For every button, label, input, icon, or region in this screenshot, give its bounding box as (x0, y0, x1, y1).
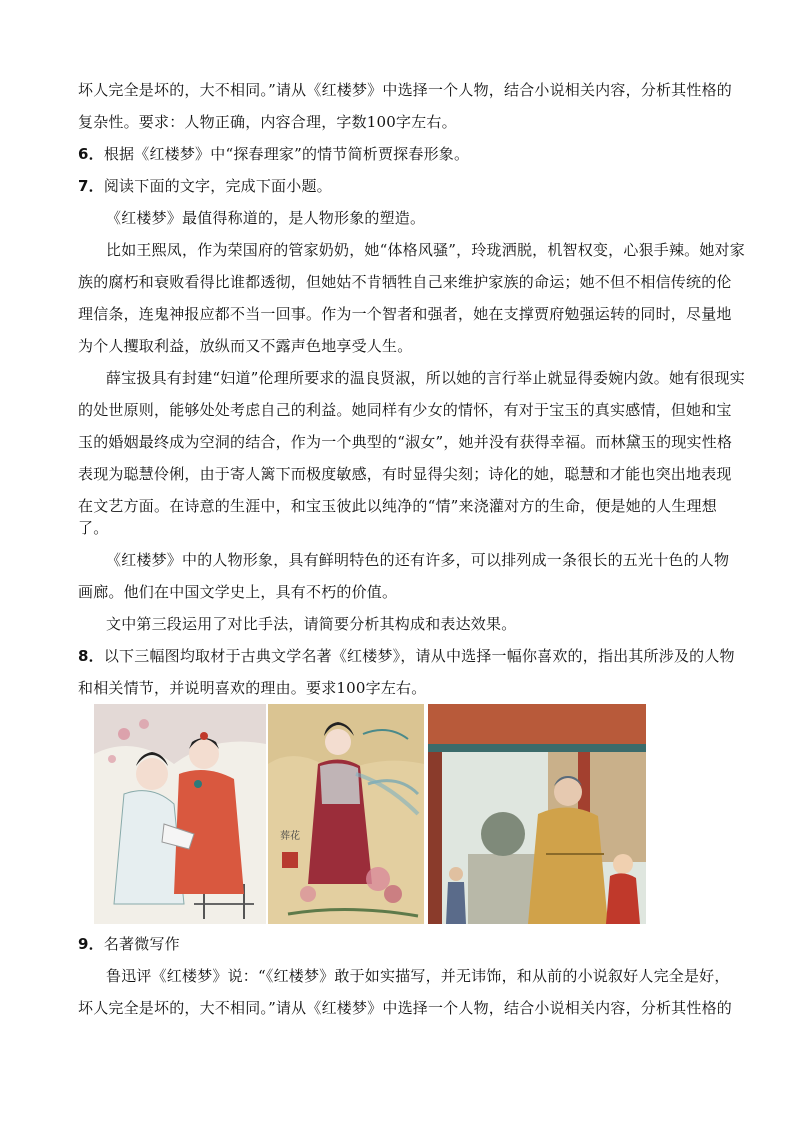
question-number: 7． (78, 177, 104, 195)
question-number: 9． (78, 935, 104, 953)
question-7 (78, 174, 718, 198)
text-line: 在文艺方面。在诗意的生涯中，和宝玉彼此以纯净的“情”来浇灌对方的生命，便是她的人生理想 (78, 497, 717, 515)
illustration-baoyu-daiyu (94, 704, 266, 924)
question-8 (78, 644, 735, 668)
illustration-daiyu-burying-flowers (268, 704, 424, 924)
text-line: 坏人完全是坏的，大不相同。”请从《红楼梦》中选择一个人物，结合小说相关内容，分析其性格的 (78, 999, 732, 1017)
text-line: 画廊。他们在中国文学史上，具有不朽的价值。 (78, 583, 398, 601)
text-line: 文中第三段运用了对比手法，请简要分析其构成和表达效果。 (106, 615, 517, 633)
text-line: 为个人攫取利益，放纵而又不露声色地享受人生。 (78, 337, 413, 355)
text-line: 薛宝扱具有封建“妇道”伦理所要求的温良贤淑，所以她的言行举止就显得委婉内敛。她有很现实 (106, 369, 745, 387)
text-line: 鲁迅评《红楼梦》说：“《红楼梦》敢于如实描写，并无讳饰，和从前的小说叙好人完全是好， (106, 967, 730, 985)
text-line: 《红楼梦》中的人物形象，具有鲜明特色的还有许多，可以排列成一条很长的五光十色的人物 (106, 551, 730, 569)
question-6 (78, 142, 718, 166)
text-line: 了。 (78, 519, 109, 537)
text-line: 比如王熙凤，作为荣国府的管家奶奶，她“体格风骚”，玲珑洒脱，机智权变，心狠手辣。她对家 (106, 241, 745, 259)
text-line: 族的腐朽和衰败看得比谁都透彻，但她姑不肯牺牲自己来维护家族的命运；她不但不相信传统的伦 (78, 273, 732, 291)
seal-text: 葬花 (280, 831, 300, 842)
text-line: 坏人完全是坏的，大不相同。”请从《红楼梦》中选择一个人物，结合小说相关内容，分析其性格的 (78, 81, 732, 99)
question-number: 8． (78, 647, 104, 665)
text-line: 《红楼梦》最值得称道的，是人物形象的塑造。 (106, 209, 426, 227)
text-line: 表现为聪慧伶俐，由于寄人篱下而极度敏感，有时显得尖刻；诗化的她，聪慧和才能也突出地表现 (78, 465, 732, 483)
question-text: 根据《红楼梦》中“探春理家”的情节简析贾探春形象。 (103, 145, 470, 163)
text-line: 复杂性。要求：人物正确，内容合理，字数100字左右。 (78, 113, 457, 131)
question-text: 名著微写作 (103, 935, 180, 953)
text-line: 的处世原则，能够处处考虑自己的利益。她同样有少女的情怀，有对于宝玉的真实感情，但她和宝 (78, 401, 732, 419)
text-line: 玉的婚姻最终成为空洞的结合，作为一个典型的“淑女”，她并没有获得幸福。而林黛玉的现实性格 (78, 433, 733, 451)
illustration-granny-liu-rongguofu (428, 704, 646, 924)
question-9 (78, 932, 718, 956)
text-line: 理信条，连鬼神报应都不当一回事。作为一个智者和强者，她在支撑贾府勉强运转的同时，尽量地 (78, 305, 732, 323)
question-text: 阅读下面的文字，完成下面小题。 (103, 177, 332, 195)
question-text: 以下三幅图均取材于古典文学名著《红楼梦》，请从中选择一幅你喜欢的，指出其所涉及的人物 (103, 647, 735, 665)
text-line: 和相关情节，并说明喜欢的理由。要求100字左右。 (78, 679, 427, 697)
question-number: 6． (78, 145, 104, 163)
